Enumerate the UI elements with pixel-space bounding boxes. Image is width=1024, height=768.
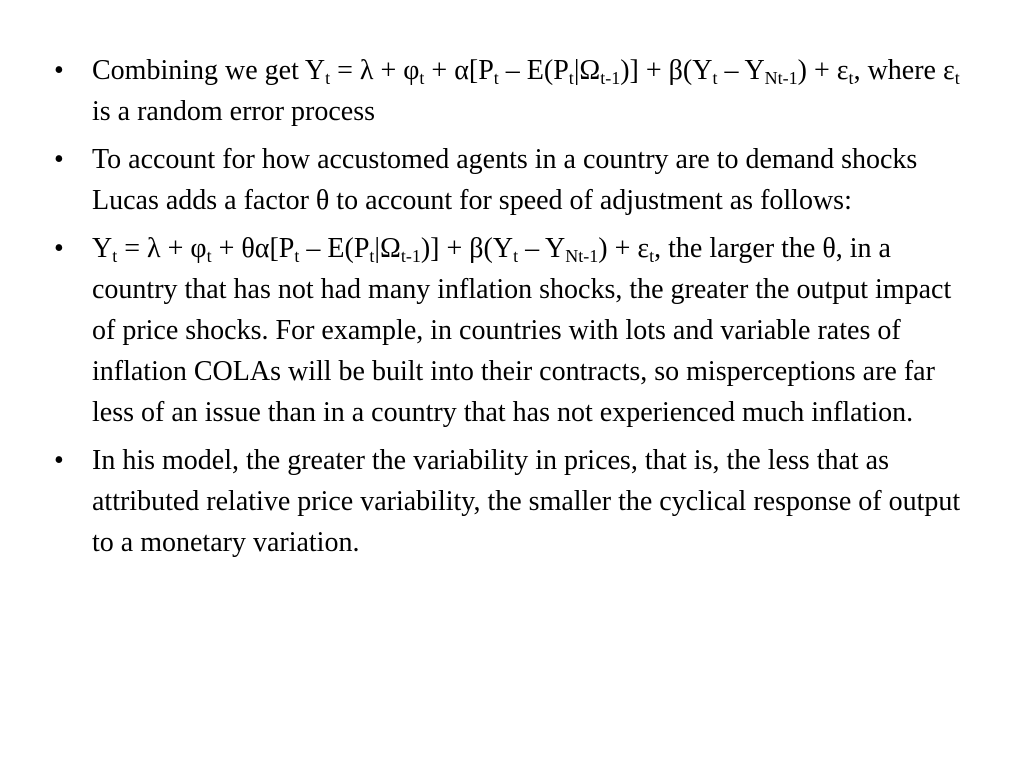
- subscript: t: [649, 246, 655, 266]
- subscript: t: [369, 246, 375, 266]
- subscript: t: [848, 68, 854, 88]
- bullet-text: [92, 144, 917, 216]
- bullet-dot-icon: •: [54, 144, 64, 175]
- subscript: Nt-1: [565, 246, 599, 266]
- subscript: t: [206, 246, 212, 266]
- subscript: t: [294, 246, 300, 266]
- text-run: |Ω: [374, 233, 401, 264]
- text-run: , where ε: [853, 55, 955, 86]
- bullet-item: [54, 139, 964, 221]
- text-run: = λ + φ: [330, 55, 420, 86]
- bullet-item: [54, 50, 964, 132]
- text-run: – E(P: [299, 233, 370, 264]
- text-run: + α[P: [424, 55, 494, 86]
- subscript: Nt-1: [764, 68, 798, 88]
- text-run: |Ω: [573, 55, 601, 86]
- bullet-dot-icon: •: [54, 445, 64, 476]
- text-run: – E(P: [498, 55, 569, 86]
- bullet-dot-icon: •: [54, 233, 64, 264]
- bullet-item: [54, 228, 964, 433]
- text-run: To account for how accustomed agents in a country are to demand shocks Lucas adds a factor θ to account for speed of adjustment as follows:: [92, 144, 918, 216]
- text-run: , the larger the θ, in a country that has not had many inflation shocks, the greater the output impact of price shocks. For example, in countries with lots and variable rates of inflation COLAs will be built into their contracts, so misperceptions are far less of an issue than in a country that has not experienced much inflation.: [92, 233, 952, 428]
- text-run: ) + ε: [598, 233, 650, 264]
- text-run: is a random error process: [92, 96, 376, 127]
- text-run: Combining we get Y: [92, 55, 326, 86]
- subscript: t-1: [600, 68, 621, 88]
- bullet-list: [54, 50, 964, 570]
- text-run: + θα[P: [211, 233, 295, 264]
- bullet-text: [92, 445, 960, 558]
- text-run: ) + ε: [797, 55, 849, 86]
- text-run: = λ + φ: [117, 233, 207, 264]
- text-run: In his model, the greater the variability in prices, that is, the less that as attributed relative price variability, the smaller the cyclical response of output to a monetary variation.: [92, 445, 961, 558]
- bullet-text: [92, 55, 960, 127]
- subscript: t: [419, 68, 425, 88]
- bullet-text: [92, 233, 951, 428]
- subscript: t: [513, 246, 519, 266]
- subscript: t-1: [400, 246, 421, 266]
- subscript: t: [112, 246, 118, 266]
- text-run: – Y: [717, 55, 765, 86]
- bullet-dot-icon: •: [54, 55, 64, 86]
- bullet-item: [54, 440, 964, 563]
- subscript: t: [954, 68, 960, 88]
- subscript: t: [325, 68, 331, 88]
- text-run: Y: [92, 233, 113, 264]
- subscript: t: [493, 68, 499, 88]
- subscript: t: [568, 68, 574, 88]
- subscript: t: [712, 68, 718, 88]
- text-run: )] + β(Y: [620, 55, 713, 86]
- text-run: )] + β(Y: [420, 233, 514, 264]
- text-run: – Y: [518, 233, 566, 264]
